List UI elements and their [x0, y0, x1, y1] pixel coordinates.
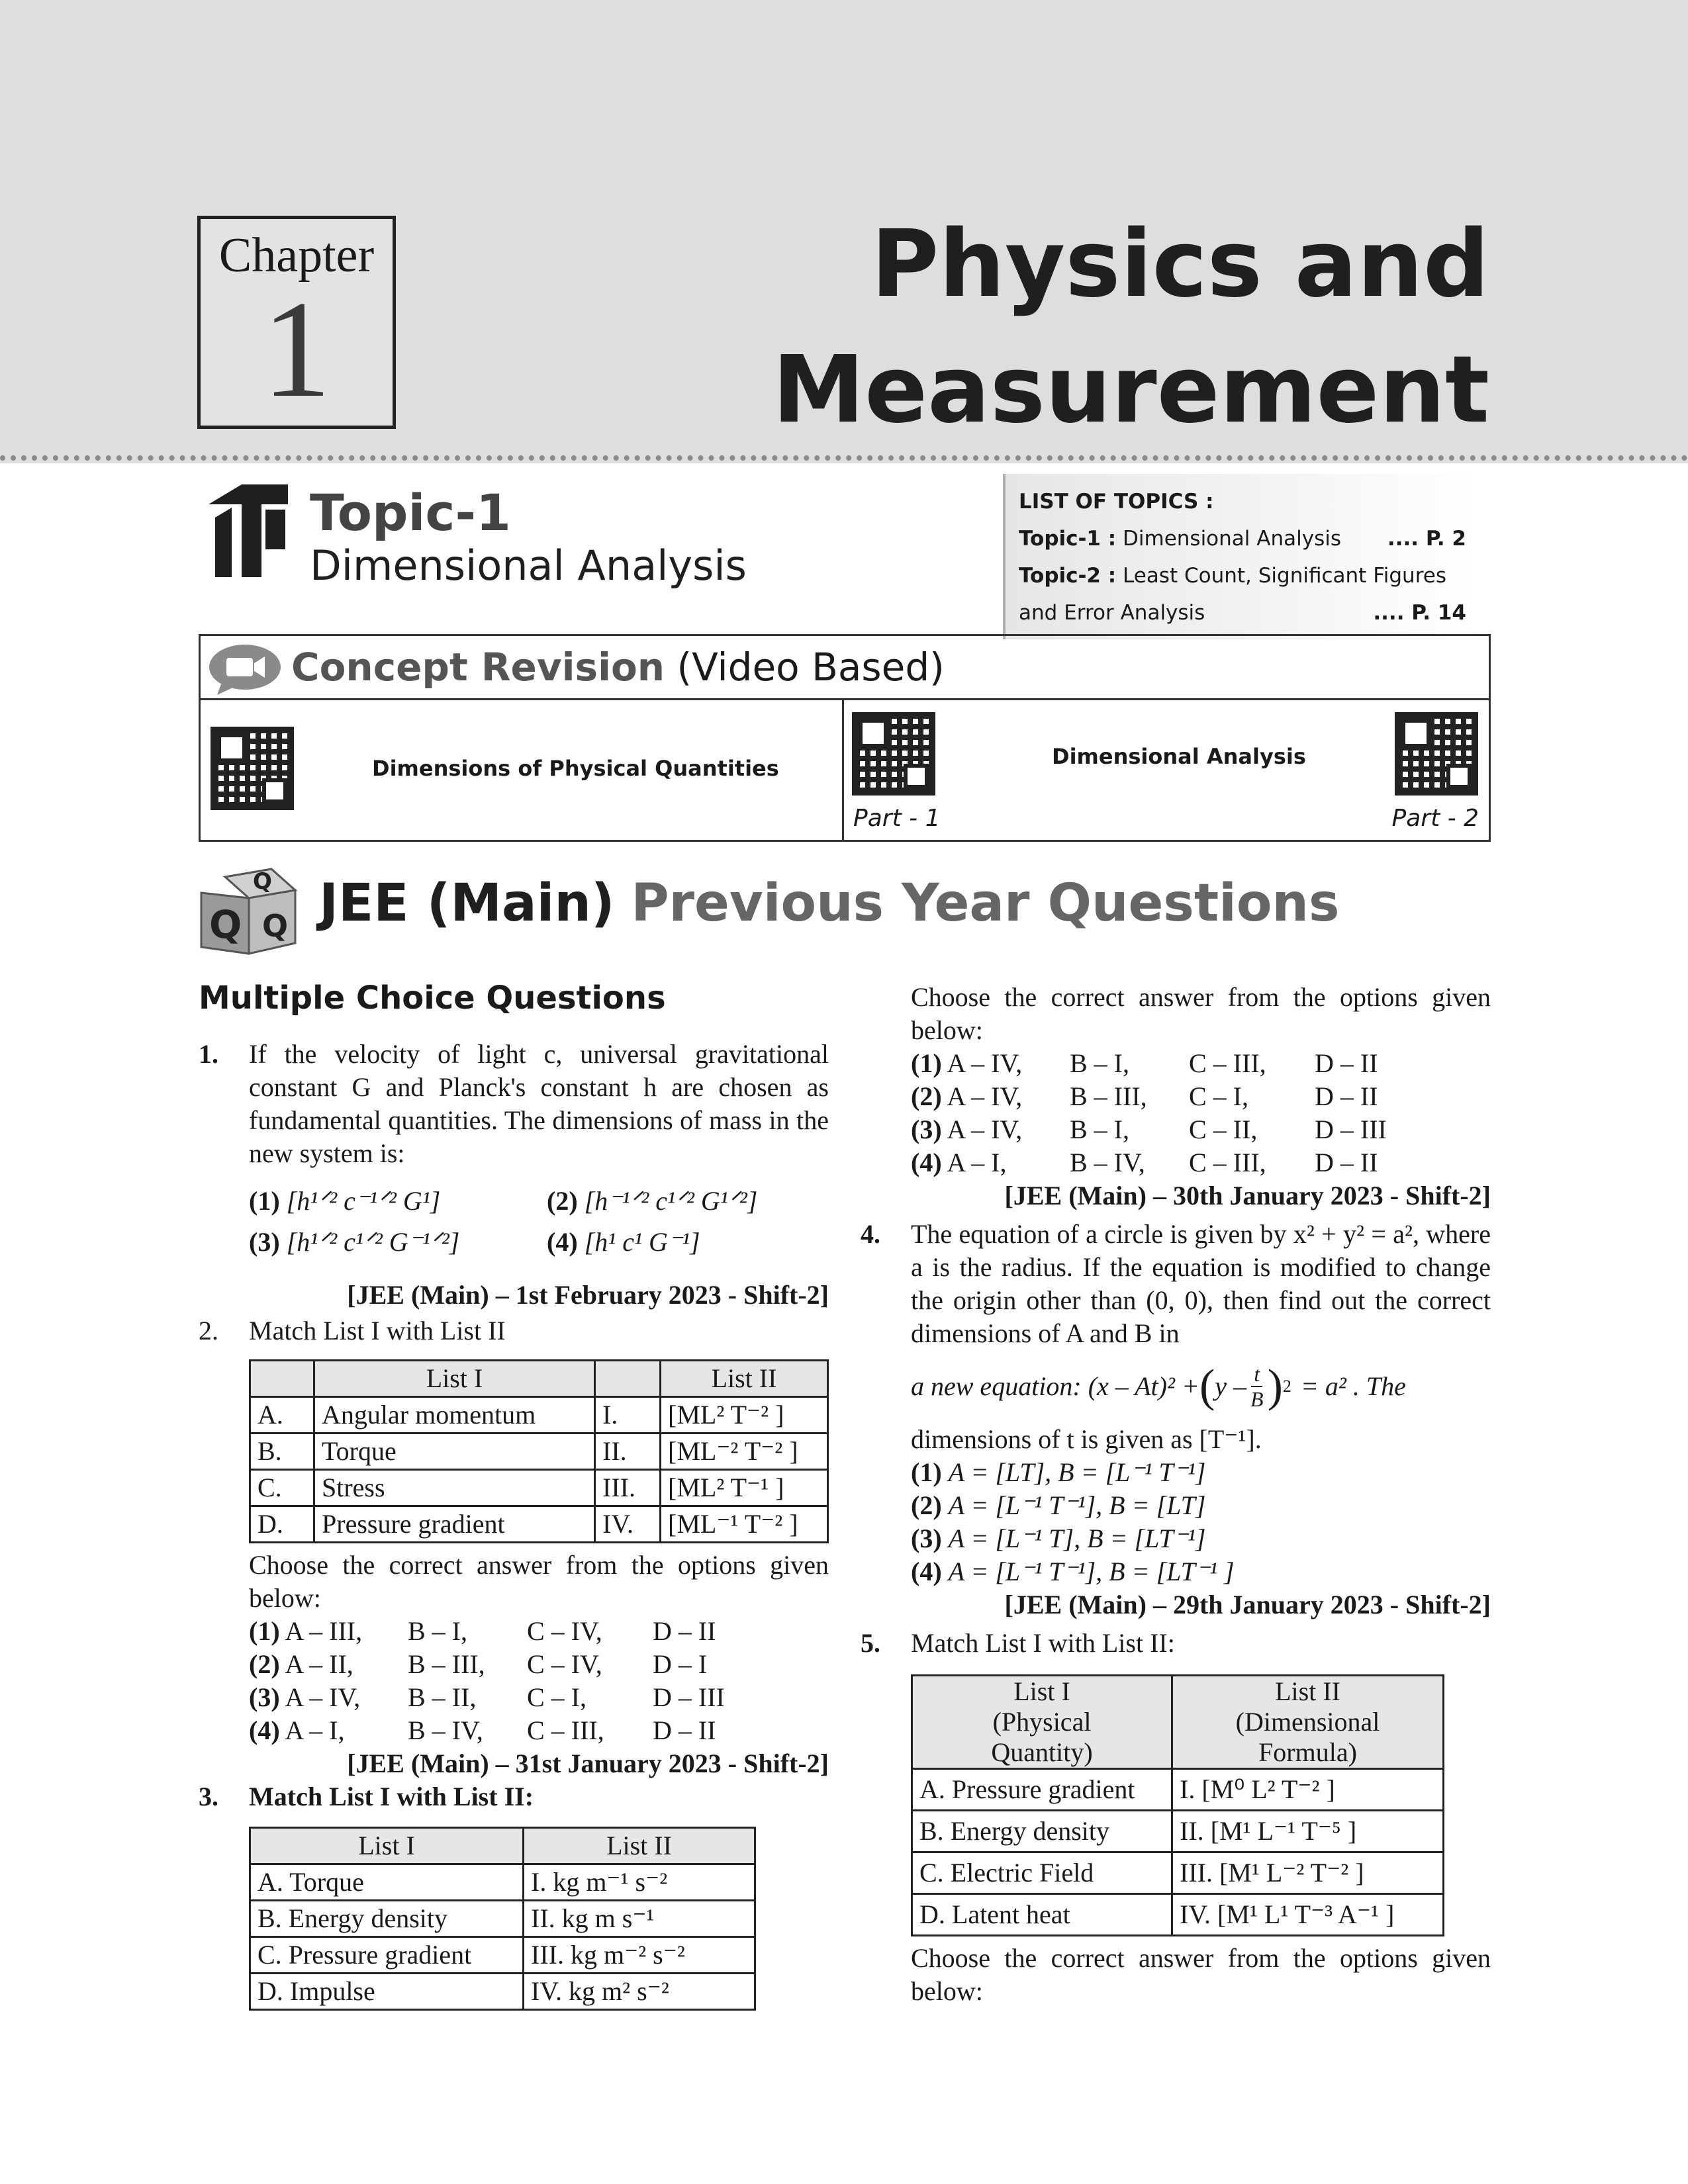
question-3 — [199, 1780, 829, 2011]
option-4[interactable]: (4) A = [L⁻¹ T⁻¹], B = [LT⁻¹ ] — [911, 1557, 1235, 1586]
chapter-title-line1: Physics and — [870, 210, 1489, 318]
chapter-title — [496, 202, 1489, 453]
topic-label: Topic-1 — [310, 483, 511, 542]
svg-text:Q: Q — [262, 908, 289, 944]
option-row-2[interactable]: (2) A – IV, — [911, 1081, 1023, 1111]
question-number: 3. — [199, 1782, 218, 1811]
table-row: A. Torque I. kg m⁻¹ s⁻² — [250, 1864, 755, 1901]
table-row: B. Energy density II. kg m s⁻¹ — [250, 1901, 755, 1937]
qr-code-icon[interactable] — [211, 727, 294, 810]
topic-2-name-cont: and Error Analysis — [1019, 601, 1205, 625]
video-label-dimensional-analysis: Dimensional Analysis — [1052, 744, 1306, 769]
option-row-1[interactable]: (1) A – III, — [249, 1616, 363, 1646]
list-of-topics-item-1[interactable] — [1019, 520, 1466, 557]
choose-text: Choose the correct answer from the options given below: — [911, 982, 1491, 1045]
topic-1-name: Dimensional Analysis — [1123, 527, 1341, 551]
option-row-4[interactable]: (4) A – I, — [911, 1148, 1007, 1177]
question-source: [JEE (Main) – 30th January 2023 - Shift-2] — [1004, 1181, 1491, 1210]
section-title-rest: Previous Year Questions — [631, 874, 1340, 933]
topic-2-name: Least Count, Significant Figures — [1123, 564, 1446, 588]
video-camera-icon — [208, 642, 282, 695]
question-text: Match List I with List II: — [249, 1782, 534, 1811]
question-number: 5. — [861, 1628, 880, 1658]
option-list: (1) A – III, B – I, C – IV, D – II (2) A – II, B – III, C – IV, D – I (3) A – IV, B – II, C – I, D – III (4) A – I, B – IV, C – III, D – II — [249, 1615, 829, 1747]
question-number: 4. — [861, 1219, 880, 1249]
mcq-heading: Multiple Choice Questions — [199, 979, 666, 1017]
option-row-2[interactable]: (2) A – II, — [249, 1649, 353, 1679]
qr-code-icon[interactable] — [1395, 712, 1478, 796]
chapter-number: 1 — [261, 273, 332, 426]
option-3[interactable]: (3) A = [L⁻¹ T], B = [LT⁻¹] — [911, 1524, 1206, 1553]
table-row: D. Latent heat IV. [M¹ L¹ T⁻³ A⁻¹ ] — [912, 1894, 1444, 1936]
table-row: B. Torque II. [ML⁻² T⁻² ] — [250, 1433, 828, 1470]
list-of-topics — [1003, 474, 1479, 639]
topic-name: Dimensional Analysis — [310, 541, 747, 590]
option-row-3[interactable]: (3) A – IV, — [911, 1115, 1023, 1144]
option-row-1[interactable]: (1) A – IV, — [911, 1048, 1023, 1078]
right-column — [861, 981, 1491, 2008]
table-row: D. Impulse IV. kg m² s⁻² — [250, 1974, 755, 2010]
list-of-topics-item-2[interactable] — [1019, 557, 1466, 594]
question-source: [JEE (Main) – 1st February 2023 - Shift-2] — [347, 1280, 829, 1310]
table-row: C. Electric Field III. [M¹ L⁻² T⁻² ] — [912, 1852, 1444, 1894]
question-2 — [199, 1314, 829, 1780]
section-title-bold: JEE (Main) — [319, 874, 615, 933]
svg-text:Q: Q — [253, 868, 272, 895]
option-4[interactable]: (4) [h¹ c¹ G⁻¹] — [547, 1227, 700, 1257]
table-header: List I — [314, 1361, 595, 1397]
chapter-box — [197, 216, 396, 429]
match-table — [249, 1827, 756, 2011]
question-number: 1. — [199, 1039, 218, 1069]
video-cell-dimensions[interactable] — [199, 700, 844, 842]
table-header: List II — [524, 1828, 755, 1864]
question-number: 2. — [199, 1316, 218, 1345]
table-header: List II — [661, 1361, 828, 1397]
topic-1-label: Topic-1 : — [1019, 527, 1117, 551]
question-equation: a new equation: (x – At)² + ( y – t B ) 2 = a² . The — [911, 1361, 1406, 1412]
dotted-divider — [0, 455, 1688, 461]
table-row: C. Stress III. [ML² T⁻¹ ] — [250, 1470, 828, 1506]
question-text: The equation of a circle is given by x² + y² = a², where a is the radius. If the equation is modified to change the origin other than (0, 0), then find out the correct dimensions of A and B in — [911, 1219, 1491, 1348]
question-text: Match List I with List II: — [911, 1628, 1175, 1658]
table-header: List I — [250, 1828, 524, 1864]
concept-revision-title: Concept Revision — [291, 645, 665, 690]
match-table — [911, 1674, 1444, 1936]
section-title — [319, 874, 1339, 933]
topic-2-page: .... P. 14 — [1373, 601, 1466, 625]
choose-text: Choose the correct answer from the options given below: — [911, 1943, 1491, 2006]
svg-text:Q: Q — [209, 902, 242, 947]
table-row: C. Pressure gradient III. kg m⁻² s⁻² — [250, 1937, 755, 1974]
list-of-topics-heading: LIST OF TOPICS : — [1019, 490, 1214, 514]
question-cube-icon — [199, 864, 298, 956]
table-header: List II (Dimensional Formula) — [1172, 1676, 1444, 1769]
topic-2-label: Topic-2 : — [1019, 564, 1117, 588]
option-3[interactable]: (3) [h¹ᐟ² c¹ᐟ² G⁻¹ᐟ²] — [249, 1227, 460, 1257]
table-row: A. Angular momentum I. [ML² T⁻² ] — [250, 1397, 828, 1433]
question-4 — [861, 1218, 1491, 1621]
option-list: (1) A – IV, B – I, C – III, D – II (2) A – IV, B – III, C – I, D – II (3) A – IV, B – I, C – II, D – III (4) A – I, B – IV, C – III, D – II — [861, 1047, 1491, 1179]
table-row: A. Pressure gradient I. [M⁰ L² T⁻² ] — [912, 1769, 1444, 1811]
topic-1-page: .... P. 2 — [1387, 527, 1466, 551]
table-row: B. Energy density II. [M¹ L⁻¹ T⁻⁵ ] — [912, 1811, 1444, 1852]
question-text-2: dimensions of t is given as [T⁻¹]. — [911, 1424, 1262, 1454]
option-1[interactable]: (1) [h¹ᐟ² c⁻¹ᐟ² G¹] — [249, 1186, 441, 1216]
question-text: Match List I with List II — [249, 1316, 506, 1345]
match-table — [249, 1359, 829, 1543]
question-5 — [861, 1627, 1491, 2008]
question-source: [JEE (Main) – 29th January 2023 - Shift-2] — [1004, 1590, 1491, 1619]
table-row: D. Pressure gradient IV. [ML⁻¹ T⁻² ] — [250, 1506, 828, 1543]
chapter-title-line2: Measurement — [772, 336, 1489, 444]
option-2[interactable]: (2) [h⁻¹ᐟ² c¹ᐟ² G¹ᐟ²] — [547, 1186, 758, 1216]
part-2-label[interactable]: Part - 2 — [1391, 805, 1479, 832]
part-1-label[interactable]: Part - 1 — [853, 805, 941, 832]
video-label-dimensions: Dimensions of Physical Quantities — [372, 756, 779, 781]
option-row-4[interactable]: (4) A – I, — [249, 1715, 345, 1745]
video-cell-dimensional-analysis[interactable] — [844, 700, 1491, 842]
topic-logo-icon — [202, 478, 295, 584]
choose-text: Choose the correct answer from the options given below: — [249, 1550, 829, 1613]
table-header: List I (Physical Quantity) — [912, 1676, 1172, 1769]
question-text: If the velocity of light c, universal gravitational constant G and Planck's constant h are chosen as fundamental quantities. The dimensions of mass in the new system is: — [249, 1039, 829, 1168]
question-1 — [199, 1038, 829, 1312]
option-1[interactable]: (1) A = [LT], B = [L⁻¹ T⁻¹] — [911, 1457, 1206, 1487]
option-row-3[interactable]: (3) A – IV, — [249, 1682, 361, 1712]
option-2[interactable]: (2) A = [L⁻¹ T⁻¹], B = [LT] — [911, 1490, 1206, 1520]
left-column — [199, 1038, 829, 2011]
chapter-word: Chapter — [218, 228, 375, 283]
concept-revision-header — [199, 634, 1491, 700]
qr-code-icon[interactable] — [852, 712, 935, 796]
question-source: [JEE (Main) – 31st January 2023 - Shift-2] — [347, 1749, 829, 1778]
list-of-topics-item-2-cont — [1019, 594, 1466, 631]
concept-revision-subtitle: (Video Based) — [677, 645, 945, 690]
